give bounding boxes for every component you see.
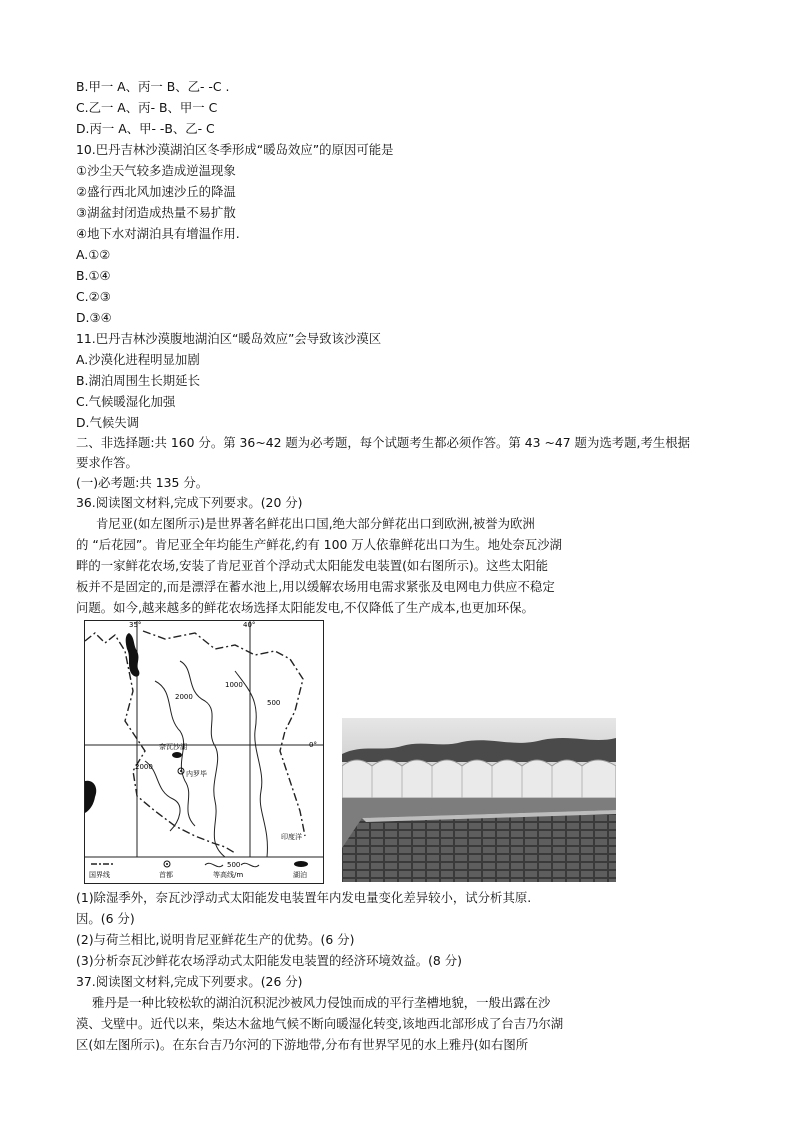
lake-naivasha-label: 奈瓦沙湖 [159, 743, 187, 751]
q10-stem: 10.巴丹吉林沙漠湖泊区冬季形成“暖岛效应”的原因可能是 [76, 142, 394, 157]
q11-option-c: C.气候暖湿化加强 [76, 394, 176, 409]
q11-option-a: A.沙漠化进程明显加剧 [76, 352, 200, 367]
q9-option-b: B.甲一 A、丙一 B、乙- -C . [76, 79, 230, 94]
contour-1000 [180, 661, 225, 857]
q37-title: 37.阅读图文材料,完成下列要求。(26 分) [76, 974, 303, 989]
q11-option-b: B.湖泊周围生长期延长 [76, 373, 200, 388]
q36-title: 36.阅读图文材料,完成下列要求。(20 分) [76, 495, 303, 510]
lat-0-label: 0° [309, 741, 317, 749]
q36-question-1: (1)除湿季外，奈瓦沙浮动式太阳能发电装置年内发电量变化差异较小，试分析其原. [76, 890, 532, 905]
contour-label-2000-south: 2000 [135, 763, 153, 771]
q10-item-1: ①沙尘天气较多造成逆温现象 [76, 163, 236, 178]
q10-option-b: B.①④ [76, 268, 111, 283]
section2-subheading: (一)必考题:共 135 分。 [76, 475, 209, 490]
border-east [143, 631, 305, 836]
legend-capital: 首都 [159, 871, 173, 879]
q36-question-3: (3)分析奈瓦沙鲜花农场浮动式太阳能发电装置的经济环境效益。(8 分) [76, 953, 462, 968]
q10-option-a: A.①② [76, 247, 111, 262]
contour-label-1000: 1000 [225, 681, 243, 689]
lon-40-label: 40° [243, 621, 256, 629]
q9-option-d: D.丙一 A、甲- -B、乙- C [76, 121, 215, 136]
contour-label-500: 500 [267, 699, 281, 707]
lake-victoria [85, 781, 96, 813]
legend-lake-symbol [294, 861, 308, 867]
q11-stem: 11.巴丹吉林沙漠腹地湖泊区“暖岛效应”会导致该沙漠区 [76, 331, 382, 346]
q11-option-d: D.气候失调 [76, 415, 140, 430]
legend-contour-value: 500 [227, 861, 241, 869]
contour-500 [235, 671, 267, 857]
q37-para-line3: 区(如左图所示)。在东台吉乃尔河的下游地带,分布有世界罕见的水上雅丹(如右图所 [76, 1037, 529, 1052]
q10-item-4: ④地下水对湖泊具有增温作用. [76, 226, 240, 241]
lake-naivasha-shape [172, 752, 182, 758]
section2-intro-line2: 要求作答。 [76, 455, 138, 470]
q36-para-line1: 肯尼亚(如左图所示)是世界著名鲜花出口国,绝大部分鲜花出口到欧洲,被誉为欧洲 [96, 516, 535, 531]
q37-para-line1: 雅丹是一种比较松软的湖泊沉积泥沙被风力侵蚀而成的平行垄槽地貌，一般出露在沙 [92, 995, 551, 1010]
ocean-label: 印度洋 [281, 833, 302, 841]
q36-question-2: (2)与荷兰相比,说明肯尼亚鲜花生产的优势。(6 分) [76, 932, 355, 947]
q36-question-1-cont: 因。(6 分) [76, 911, 135, 926]
lon-35-label: 35° [129, 621, 142, 629]
floating-solar-photo [342, 718, 616, 882]
contour-2000-south [145, 761, 180, 831]
q10-option-c: C.②③ [76, 289, 111, 304]
q36-para-line3: 畔的一家鲜花农场,安装了肯尼亚首个浮动式太阳能发电装置(如右图所示)。这些太阳能 [76, 558, 549, 573]
kenya-map [84, 620, 324, 884]
legend-lake: 湖泊 [293, 871, 307, 879]
q37-para-line2: 漠、戈壁中。近代以来，柴达木盆地气候不断向暖湿化转变,该地西北部形成了台吉乃尔湖 [76, 1016, 564, 1031]
legend-contour: 等高线/m [213, 871, 244, 879]
q36-para-line2: 的 “后花园”。肯尼亚全年均能生产鲜花,约有 100 万人依靠鲜花出口为生。地处奈瓦沙湖 [76, 537, 562, 552]
q9-option-c: C.乙一 A、丙- B、甲一 C [76, 100, 218, 115]
q36-para-line4: 板并不是固定的,而是漂浮在蓄水池上,用以缓解农场用电需求紧张及电网电力供应不稳定 [76, 579, 555, 594]
q10-item-2: ②盛行西北风加速沙丘的降温 [76, 184, 236, 199]
q10-item-3: ③湖盆封闭造成热量不易扩散 [76, 205, 236, 220]
contour-label-2000: 2000 [175, 693, 193, 701]
q10-option-d: D.③④ [76, 310, 112, 325]
section2-intro-line1: 二、非选择题:共 160 分。第 36~42 题为必考题，每个试题考生都必须作答。第 43 ~47 题为选考题,考生根据 [76, 435, 691, 450]
q36-para-line5: 问题。如今,越来越多的鲜花农场选择太阳能发电,不仅降低了生产成本,也更加环保。 [76, 600, 534, 615]
legend-border: 国界线 [89, 871, 110, 879]
capital-label: 内罗毕 [186, 770, 207, 778]
